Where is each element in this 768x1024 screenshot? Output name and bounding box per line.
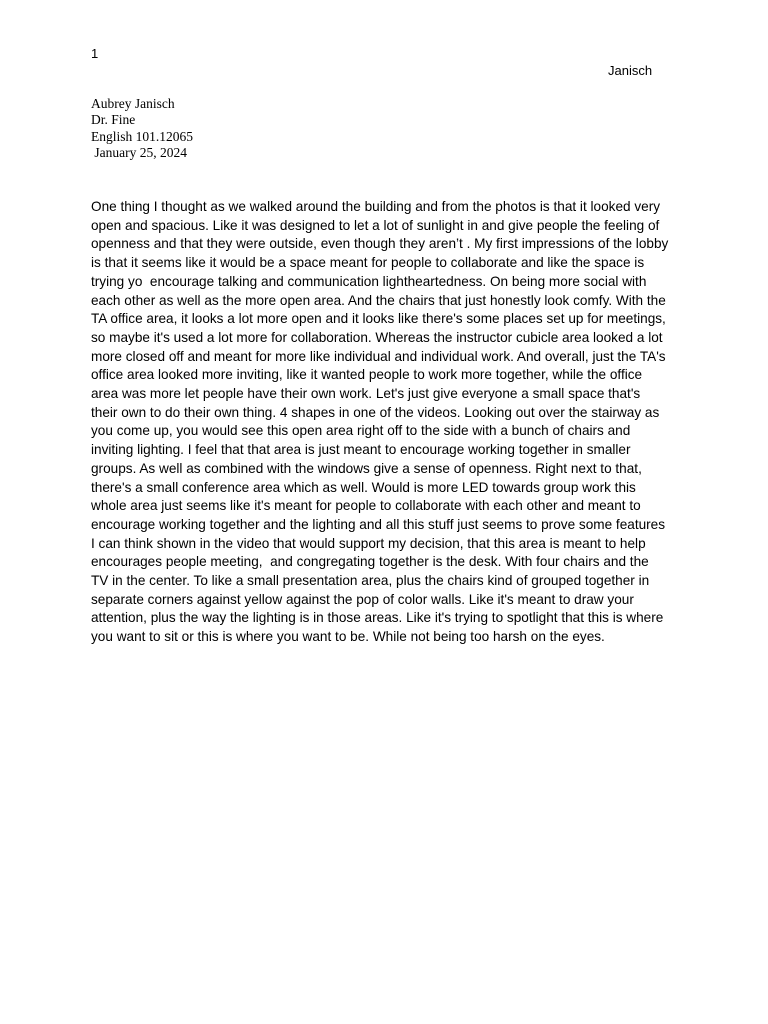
body-line: groups. As well as combined with the windows give a sense of openness. Right next to that, <box>91 460 642 476</box>
body-line: TA office area, it looks a lot more open and it looks like there's some places set up for meetings, <box>91 311 666 327</box>
body-line: each other as well as the more open area. And the chairs that just honestly look comfy. With the <box>91 292 666 308</box>
heading-course: English 101.12065 <box>91 128 194 144</box>
heading-date: January 25, 2024 <box>91 145 187 161</box>
page-number: 1 <box>91 46 99 61</box>
body-line: TV in the center. To like a small presentation area, plus the chairs kind of grouped together in <box>91 573 650 589</box>
body-line: you want to sit or this is where you want to be. While not being too harsh on the eyes. <box>91 629 605 645</box>
running-header-surname: Janisch <box>608 63 653 78</box>
body-line: more closed off and meant for more like individual and individual work. And overall, just the TA's <box>91 348 666 364</box>
body-line: separate corners against yellow against the pop of color walls. Like it's meant to draw your <box>91 591 634 607</box>
body-line: so maybe it's used a lot more for collaboration. Whereas the instructor cubicle area looked a lot <box>91 329 663 345</box>
body-line: there's a small conference area which as well. Would is more LED towards group work this <box>91 479 636 495</box>
body-line: office area looked more inviting, like it wanted people to work more together, while the office <box>91 367 643 383</box>
body-line: encourage working together and the lighting and all this stuff just seems to prove some features <box>91 516 666 532</box>
body-line: I can think shown in the video that would support my decision, that this area is meant to help <box>91 535 646 551</box>
body-line: open and spacious. Like it was designed to let a lot of sunlight in and give people the feeling of <box>91 217 660 233</box>
body-line: trying yo encourage talking and communication lightheartedness. On being more social with <box>91 273 647 289</box>
body-line: area was more let people have their own work. Let's just give everyone a small space that's <box>91 386 641 402</box>
body-line: inviting lighting. I feel that that area is just meant to encourage working together in smaller <box>91 442 631 458</box>
body-line: openness and that they were outside, even though they aren’t . My first impressions of the lobby <box>91 236 669 252</box>
essay-body <box>91 198 677 647</box>
body-line: encourages people meeting, and congregating together is the desk. With four chairs and the <box>91 554 649 570</box>
body-line: their own to do their own thing. 4 shapes in one of the videos. Looking out over the stairway as <box>91 404 660 420</box>
body-line: One thing I thought as we walked around the building and from the photos is that it looked very <box>91 199 661 214</box>
body-line: attention, plus the way the lighting is in those areas. Like it's trying to spotlight that this is where <box>91 610 664 626</box>
heading-instructor: Dr. Fine <box>91 112 136 128</box>
body-line: is that it seems like it would be a space meant for people to collaborate and like the space is <box>91 255 645 271</box>
body-line: whole area just seems like it's meant for people to collaborate with each other and meant to <box>91 498 641 514</box>
body-line: you come up, you would see this open area right off to the side with a bunch of chairs and <box>91 423 631 439</box>
mla-heading <box>91 96 193 162</box>
heading-student-name: Aubrey Janisch <box>91 96 175 111</box>
